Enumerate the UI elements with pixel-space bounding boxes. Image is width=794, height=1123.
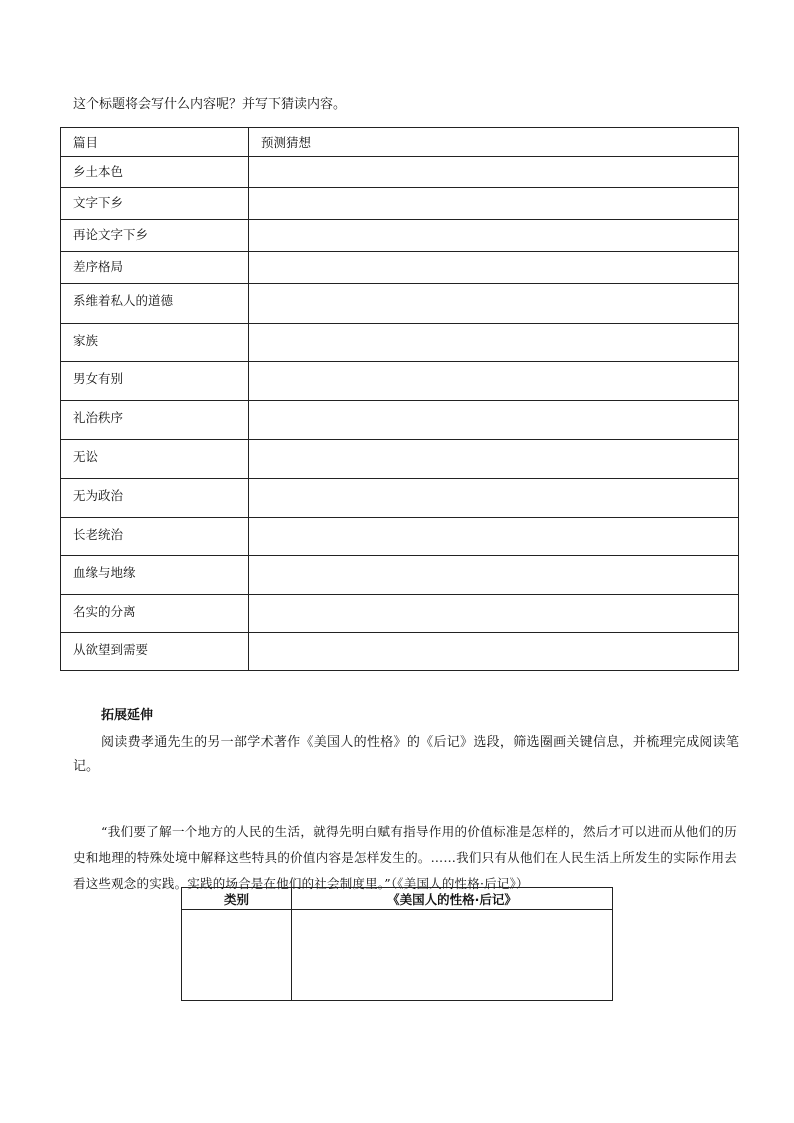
chapter-title-cell <box>61 220 249 252</box>
chapter-title: 家族 <box>73 333 99 348</box>
prediction-cell[interactable] <box>249 479 739 518</box>
chapter-title-cell <box>61 188 249 220</box>
chapter-title: 血缘与地缘 <box>73 565 136 580</box>
chapter-title: 系维着私人的道德 <box>73 293 174 308</box>
chapter-title-cell <box>61 362 249 401</box>
chapter-title-cell <box>61 157 249 188</box>
notes-content-cell[interactable] <box>292 910 613 1001</box>
chapter-title-cell <box>61 440 249 479</box>
instruction-paragraph: 阅读费孝通先生的另一部学术著作《美国人的性格》的《后记》选段，筛选圈画关键信息，并梳理完成阅读笔记。 <box>73 735 739 774</box>
header-chapter: 篇目 <box>61 128 249 157</box>
notes-header-book: 《美国人的性格·后记》 <box>292 888 613 910</box>
chapter-title-cell <box>61 401 249 440</box>
table-row <box>61 633 739 671</box>
chapter-title: 男女有别 <box>73 371 124 386</box>
chapter-title: 无为政治 <box>73 488 124 503</box>
prediction-table <box>60 127 739 671</box>
chapter-title: 差序格局 <box>73 259 124 274</box>
prediction-cell[interactable] <box>249 595 739 633</box>
table-row <box>61 252 739 284</box>
chapter-title: 礼治秩序 <box>73 410 124 425</box>
table-header-row <box>61 128 739 157</box>
prediction-cell[interactable] <box>249 556 739 595</box>
prediction-cell[interactable] <box>249 284 739 324</box>
table-row <box>61 362 739 401</box>
chapter-title-cell <box>61 595 249 633</box>
prediction-cell[interactable] <box>249 633 739 671</box>
prediction-cell[interactable] <box>249 518 739 556</box>
prediction-cell[interactable] <box>249 440 739 479</box>
prediction-cell[interactable] <box>249 157 739 188</box>
table-row <box>61 324 739 362</box>
chapter-title-cell <box>61 556 249 595</box>
notes-header-row <box>182 888 613 910</box>
table-row <box>61 401 739 440</box>
chapter-title-cell <box>61 518 249 556</box>
notes-header-category: 类别 <box>182 888 292 910</box>
chapter-title: 文字下乡 <box>73 195 124 210</box>
table-row <box>61 556 739 595</box>
chapter-title: 名实的分离 <box>73 604 136 619</box>
prediction-cell[interactable] <box>249 220 739 252</box>
chapter-title: 再论文字下乡 <box>73 227 149 242</box>
table-row <box>61 440 739 479</box>
chapter-title-cell <box>61 633 249 671</box>
table-row <box>61 479 739 518</box>
chapter-title: 无讼 <box>73 449 99 464</box>
notes-category-cell[interactable] <box>182 910 292 1001</box>
prediction-cell[interactable] <box>249 362 739 401</box>
header-prediction: 预测猜想 <box>249 128 739 157</box>
chapter-title-cell <box>61 252 249 284</box>
table-row <box>61 220 739 252</box>
table-row <box>61 188 739 220</box>
section-title: 拓展延伸 <box>101 708 154 723</box>
quote-paragraph: “我们要了解一个地方的人民的生活，就得先明白赋有指导作用的价值标准是怎样的，然后才可以进而从他们的历史和地理的特殊处境中解释这些特具的价值内容是怎样发生的。……我们只有从他们在人民生活上所发生的实际作用去看这些观念的实践。实践的场合是在他们的社会制度里。”（《美国人的性格·后记》） <box>73 824 737 891</box>
chapter-title: 长老统治 <box>73 527 124 542</box>
prediction-cell[interactable] <box>249 188 739 220</box>
chapter-title-cell <box>61 284 249 324</box>
notes-input-row <box>182 910 613 1001</box>
chapter-title: 乡土本色 <box>73 164 124 179</box>
table-row <box>61 518 739 556</box>
table-row <box>61 157 739 188</box>
prediction-cell[interactable] <box>249 252 739 284</box>
prediction-cell[interactable] <box>249 324 739 362</box>
chapter-title-cell <box>61 324 249 362</box>
table-row <box>61 284 739 324</box>
prediction-cell[interactable] <box>249 401 739 440</box>
reading-notes-table <box>181 887 613 1001</box>
table-row <box>61 595 739 633</box>
chapter-title: 从欲望到需要 <box>73 642 149 657</box>
chapter-title-cell <box>61 479 249 518</box>
intro-text: 这个标题将会写什么内容呢？并写下猜读内容。 <box>73 97 347 112</box>
